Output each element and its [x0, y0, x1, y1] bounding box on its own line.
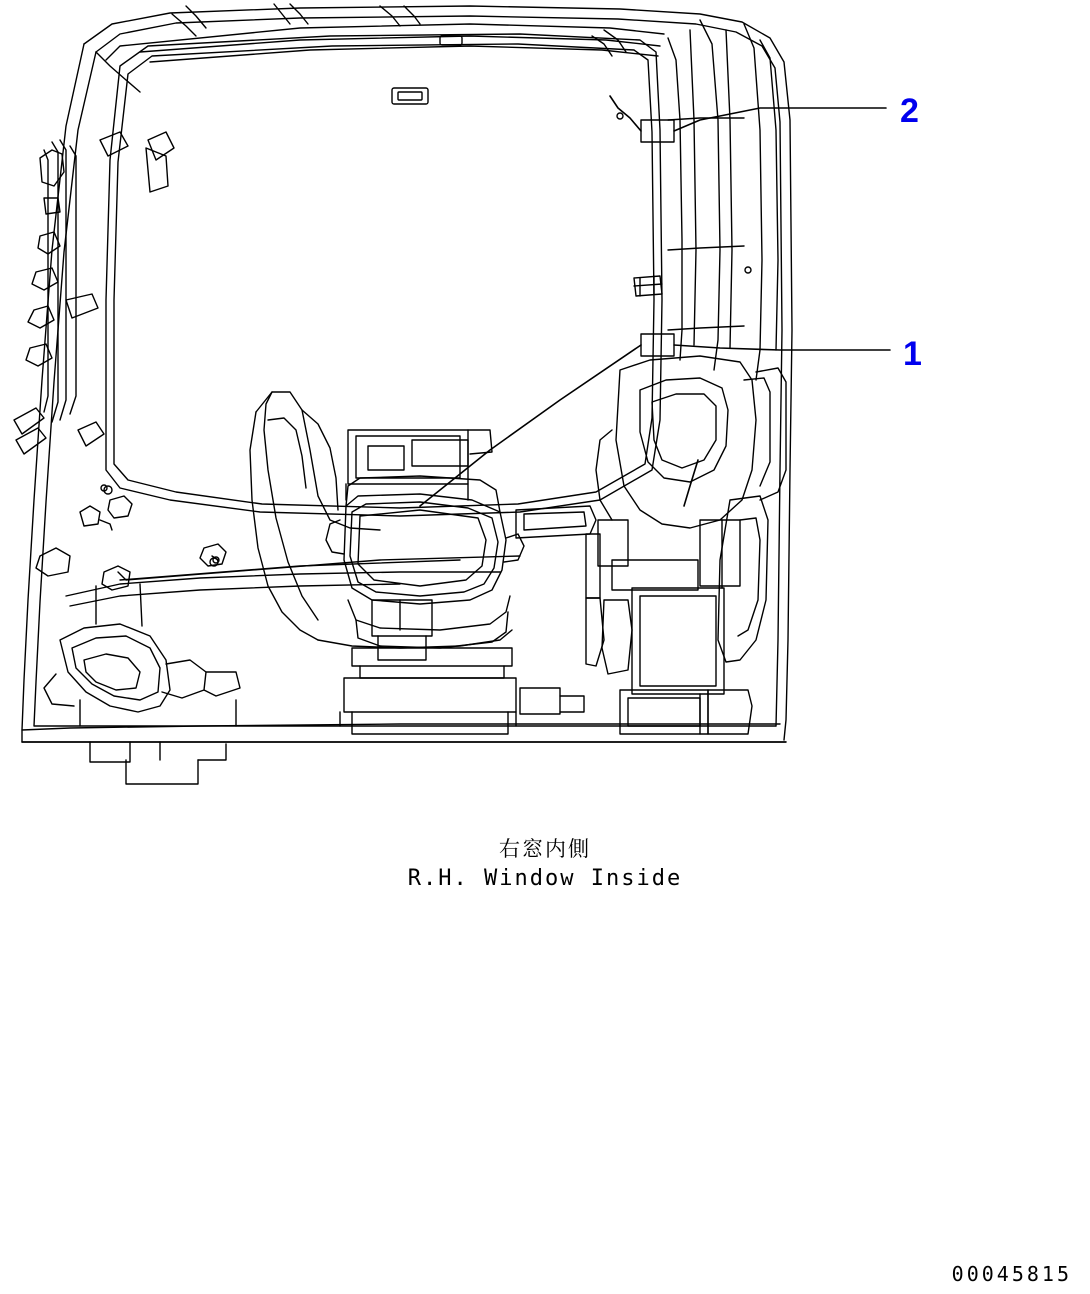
- caption-english: R.H. Window Inside: [407, 866, 683, 891]
- callout-label-1: 1: [903, 335, 922, 373]
- callout-label-2: 2: [900, 92, 919, 130]
- drawing-number: 00045815: [951, 1262, 1072, 1286]
- caption-japanese: 右窓内側: [499, 837, 591, 861]
